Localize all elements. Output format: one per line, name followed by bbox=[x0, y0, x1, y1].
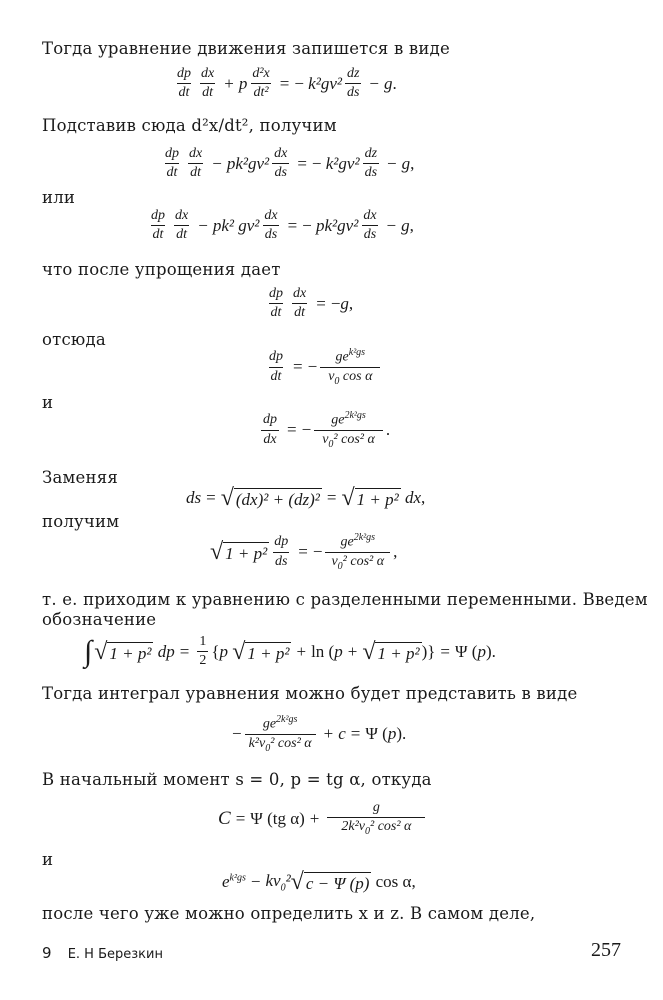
text-line-4: что после упрощения дает bbox=[42, 260, 281, 279]
text-line-12: В начальный момент s = 0, p = tg α, откуда bbox=[42, 770, 432, 789]
signature-mark: 9 bbox=[42, 944, 52, 962]
text-line-14: после чего уже можно определить x и z. В самом деле, bbox=[42, 904, 536, 923]
equation-4: $\frac{dp}{dt}$ $\frac{dx}{dt}$ = − g , bbox=[269, 286, 354, 321]
text-line-11: Тогда интеграл уравнения можно будет представить в виде bbox=[42, 684, 578, 703]
author-name: Е. Н Березкин bbox=[67, 947, 163, 962]
text-line-10: обозначение bbox=[42, 610, 157, 629]
text-line-13: и bbox=[42, 850, 54, 869]
page-number: 257 bbox=[591, 939, 621, 961]
equation-3: $\frac{dp}{dt}$ $\frac{dx}{dt}$ − pk² gv² $\frac{dx}{ds}$ = − pk²gv² $\frac{dx}{ds}$ − g , bbox=[151, 208, 414, 243]
text-line-3: или bbox=[42, 188, 76, 207]
equation-6: $\frac{dp}{dx}$ = − $\frac{ge^{2k^2gs}}{v_0^2 \cos^2 \alpha}$ . bbox=[263, 410, 391, 450]
equation-7: ds = √ (dx)² + (dz)² = √ 1 + p² dx , bbox=[186, 485, 426, 511]
equation-5: $\frac{dp}{dt}$ = − $\frac{ge^{k^2gs}}{v_0 \cos \alpha}$ bbox=[264, 347, 383, 387]
text-line-8: получим bbox=[42, 512, 120, 531]
equation-2: $\frac{dp}{dt}$ $\frac{dx}{dt}$ − pk²gv² $\frac{dx}{ds}$ = − k²gv² $\frac{dz}{ds}$ − g , bbox=[165, 146, 415, 181]
equation-1: $\frac{dp}{dt}$ $\frac{dx}{dt}$ + p $\frac{\text{d²x}}{\text{dt²}}$ = − k²gv² $\frac{dz}{ds}$ − g . bbox=[177, 66, 397, 101]
equation-8: √ 1 + p² $\frac{dp}{ds}$ = − $\frac{ge^{2k^2gs}}{v_0^2 \cos^2 \alpha}$ , bbox=[210, 532, 398, 572]
text-line-9: т. е. приходим к уравнению с разделенными переменными. Введем bbox=[42, 590, 648, 609]
footer-signature bbox=[42, 944, 163, 962]
text-line-6: и bbox=[42, 393, 54, 412]
text-line-5: отсюда bbox=[42, 330, 106, 349]
text-line-2: Подставив сюда d²x/dt², получим bbox=[42, 116, 337, 135]
text-line-1: Тогда уравнение движения запишется в виде bbox=[42, 39, 450, 58]
equation-9: ∫ √ 1 + p² dp = $\frac{1}{2}$ { p √ 1 + p² + ln ( p + √ 1 + p² )} = Ψ ( p ). bbox=[84, 634, 496, 669]
equation-12: $e^{k^2gs}$ − $kv_0^2$ √ c − Ψ (p) cos α, bbox=[222, 869, 416, 895]
equation-11: C = Ψ (tg α) + $\frac{g}{2k^2v_0^2 \cos^2 \alpha}$ bbox=[218, 800, 428, 837]
text-line-7: Заменяя bbox=[42, 468, 118, 487]
equation-10: − $\frac{ge^{2k^2gs}}{k^2v_0^2 \cos^2 \alpha}$ + c = Ψ ( p ). bbox=[232, 714, 407, 754]
